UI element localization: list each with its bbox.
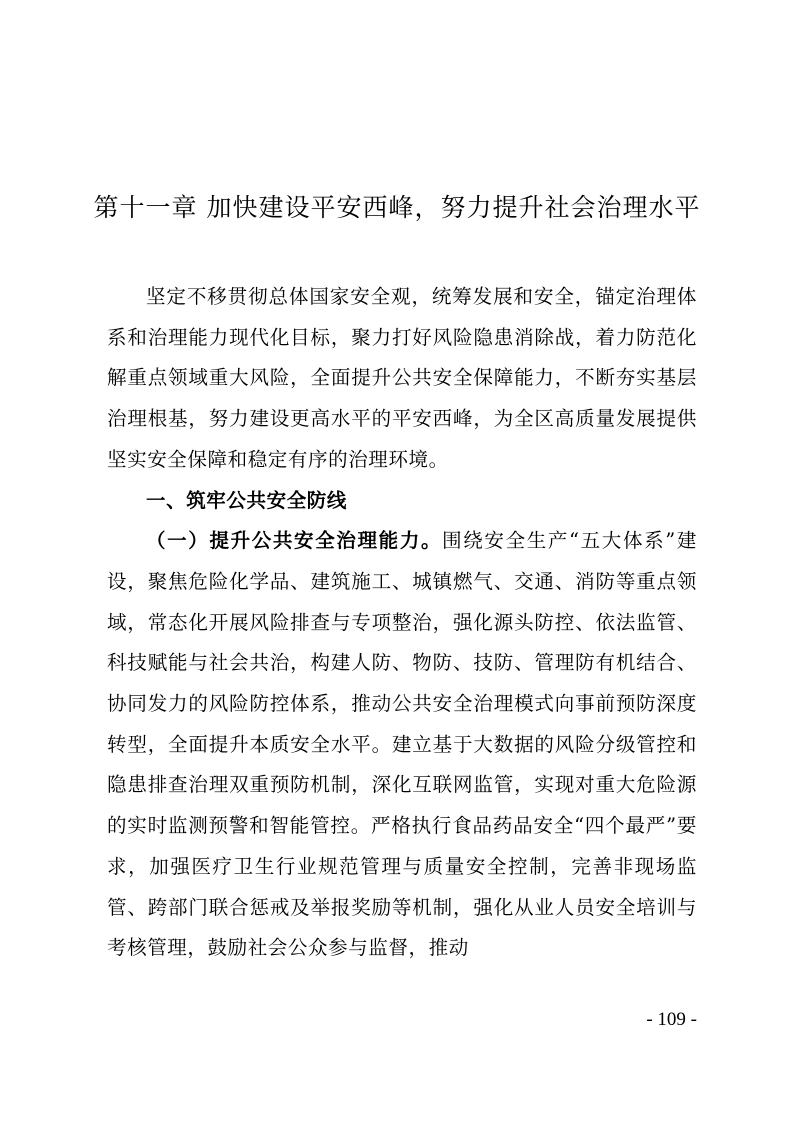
section-heading: 一、筑牢公共安全防线: [146, 488, 348, 512]
subsection-paragraph: [107, 521, 697, 969]
intro-paragraph: 坚定不移贯彻总体国家安全观，统筹发展和安全，锚定治理体系和治理能力现代化目标，聚力打好风险隐患消除战，着力防范化解重点领域重大风险，全面提升公共安全保障能力，不断夯实基层治理根基，努力建设更高水平的平安西峰，为全区高质量发展提供坚实安全保障和稳定有序的治理环境。: [107, 285, 697, 471]
page-number: - 109 -: [646, 1009, 697, 1030]
subsection-lead: （一）提升公共安全治理能力。: [146, 529, 443, 553]
subsection-text: 围绕安全生产“五大体系”建设，聚焦危险化学品、建筑施工、城镇燃气、交通、消防等重点领域，常态化开展风险排查与专项整治，强化源头防控、依法监管、科技赋能与社会共治，构建人防、物防、技防、管理防有机结合、协同发力的风险防控体系，推动公共安全治理模式向事前预防深度转型，全面提升本质安全水平。建立基于大数据的风险分级管控和隐患排查治理双重预防机制，深化互联网监管，实现对重大危险源的实时监测预警和智能管控。严格执行食品药品安全“四个最严”要求，加强医疗卫生行业规范管理与质量安全控制，完善非现场监管、跨部门联合惩戒及举报奖励等机制，强化从业人员安全培训与考核管理，鼓励社会公众参与监督，推动: [107, 529, 697, 960]
document-body: [107, 277, 697, 969]
chapter-title: 第十一章 加快建设平安西峰，努力提升社会治理水平: [93, 193, 701, 222]
